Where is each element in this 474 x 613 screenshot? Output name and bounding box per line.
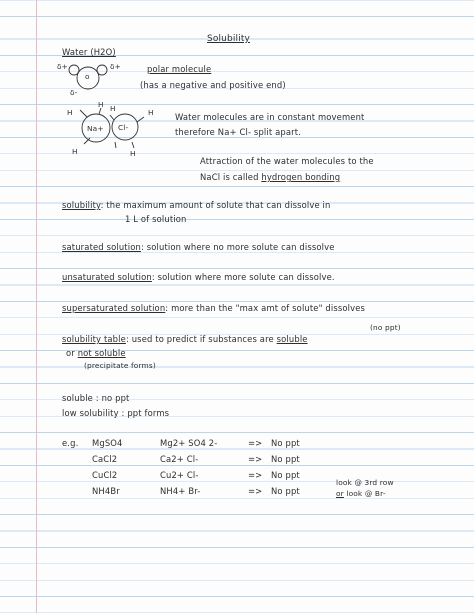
example-compound-4: NH4Br — [92, 486, 120, 496]
not-soluble-line: or not soluble — [66, 348, 126, 358]
polar-molecule-term: polar molecule — [147, 64, 212, 74]
example-arrow-1: => — [248, 438, 263, 448]
example-arrow-3: => — [248, 470, 263, 480]
water-hydrogen-left — [69, 65, 79, 75]
example-ions-1: Mg2+ SO4 2- — [160, 438, 218, 448]
delta-plus-right: δ+ — [110, 62, 122, 71]
example-result-2: No ppt — [271, 454, 300, 464]
sodium-ion-label: Na+ — [87, 124, 104, 133]
movement-text-2: therefore Na+ Cl- split apart. — [175, 127, 301, 137]
no-ppt-note: (no ppt) — [370, 323, 401, 332]
hydrogen-label-4: H — [148, 108, 154, 117]
rule-low-solubility: low solubility : ppt forms — [62, 408, 170, 418]
hydrogen-bonding-term: hydrogen bonding — [261, 172, 341, 182]
definition-supersaturated: supersaturated solution: more than the "max amt of solute" dissolves — [62, 303, 366, 313]
delta-plus-left: δ+ — [57, 62, 69, 71]
solubility-table-line: solubility table: used to predict if substances are soluble — [62, 334, 308, 344]
example-arrow-4: => — [248, 486, 263, 496]
definition-unsaturated: unsaturated solution: solution where more solute can dissolve. — [62, 272, 335, 282]
chloride-ion-label: Cl- — [118, 123, 129, 132]
example-label: e.g. — [62, 438, 79, 448]
side-note-line-2: or look @ Br- — [336, 489, 386, 498]
side-note-line-1: look @ 3rd row — [336, 478, 394, 487]
water-label: Water (H2O) — [62, 47, 116, 57]
definition-solubility-cont: 1 L of solution — [125, 214, 187, 224]
example-arrow-2: => — [248, 454, 263, 464]
example-ions-2: Ca2+ Cl- — [160, 454, 199, 464]
oxygen-symbol: o — [85, 72, 90, 81]
attraction-text-1: Attraction of the water molecules to the — [200, 156, 374, 166]
hydrogen-label-3: H — [110, 104, 116, 113]
page-title: Solubility — [207, 34, 250, 44]
hydrogen-label-1: H — [67, 108, 73, 117]
movement-text-1: Water molecules are in constant movement — [175, 112, 365, 122]
soluble-term: soluble — [276, 334, 308, 344]
hydrogen-label-2: H — [98, 100, 104, 109]
example-compound-2: CaCl2 — [92, 454, 118, 464]
example-ions-3: Cu2+ Cl- — [160, 470, 199, 480]
precipitate-note: (precipitate forms) — [84, 361, 156, 370]
example-ions-4: NH4+ Br- — [160, 486, 201, 496]
polar-molecule-note: (has a negative and positive end) — [140, 80, 286, 90]
water-hydrogen-right — [97, 65, 107, 75]
definition-solubility: solubility: the maximum amount of solute that can dissolve in — [62, 200, 331, 210]
example-result-1: No ppt — [271, 438, 300, 448]
attraction-text-2: NaCl is called hydrogen bonding — [200, 172, 341, 182]
example-compound-1: MgSO4 — [92, 438, 123, 448]
hydrogen-label-5: H — [72, 147, 78, 156]
example-result-3: No ppt — [271, 470, 300, 480]
definition-saturated: saturated solution: solution where no more solute can dissolve — [62, 242, 335, 252]
not-soluble-term: not soluble — [77, 348, 126, 358]
example-result-4: No ppt — [271, 486, 300, 496]
example-compound-3: CuCl2 — [92, 470, 118, 480]
rule-soluble: soluble : no ppt — [62, 393, 130, 403]
hydrogen-label-6: H — [130, 149, 136, 158]
delta-minus: δ- — [70, 88, 78, 97]
